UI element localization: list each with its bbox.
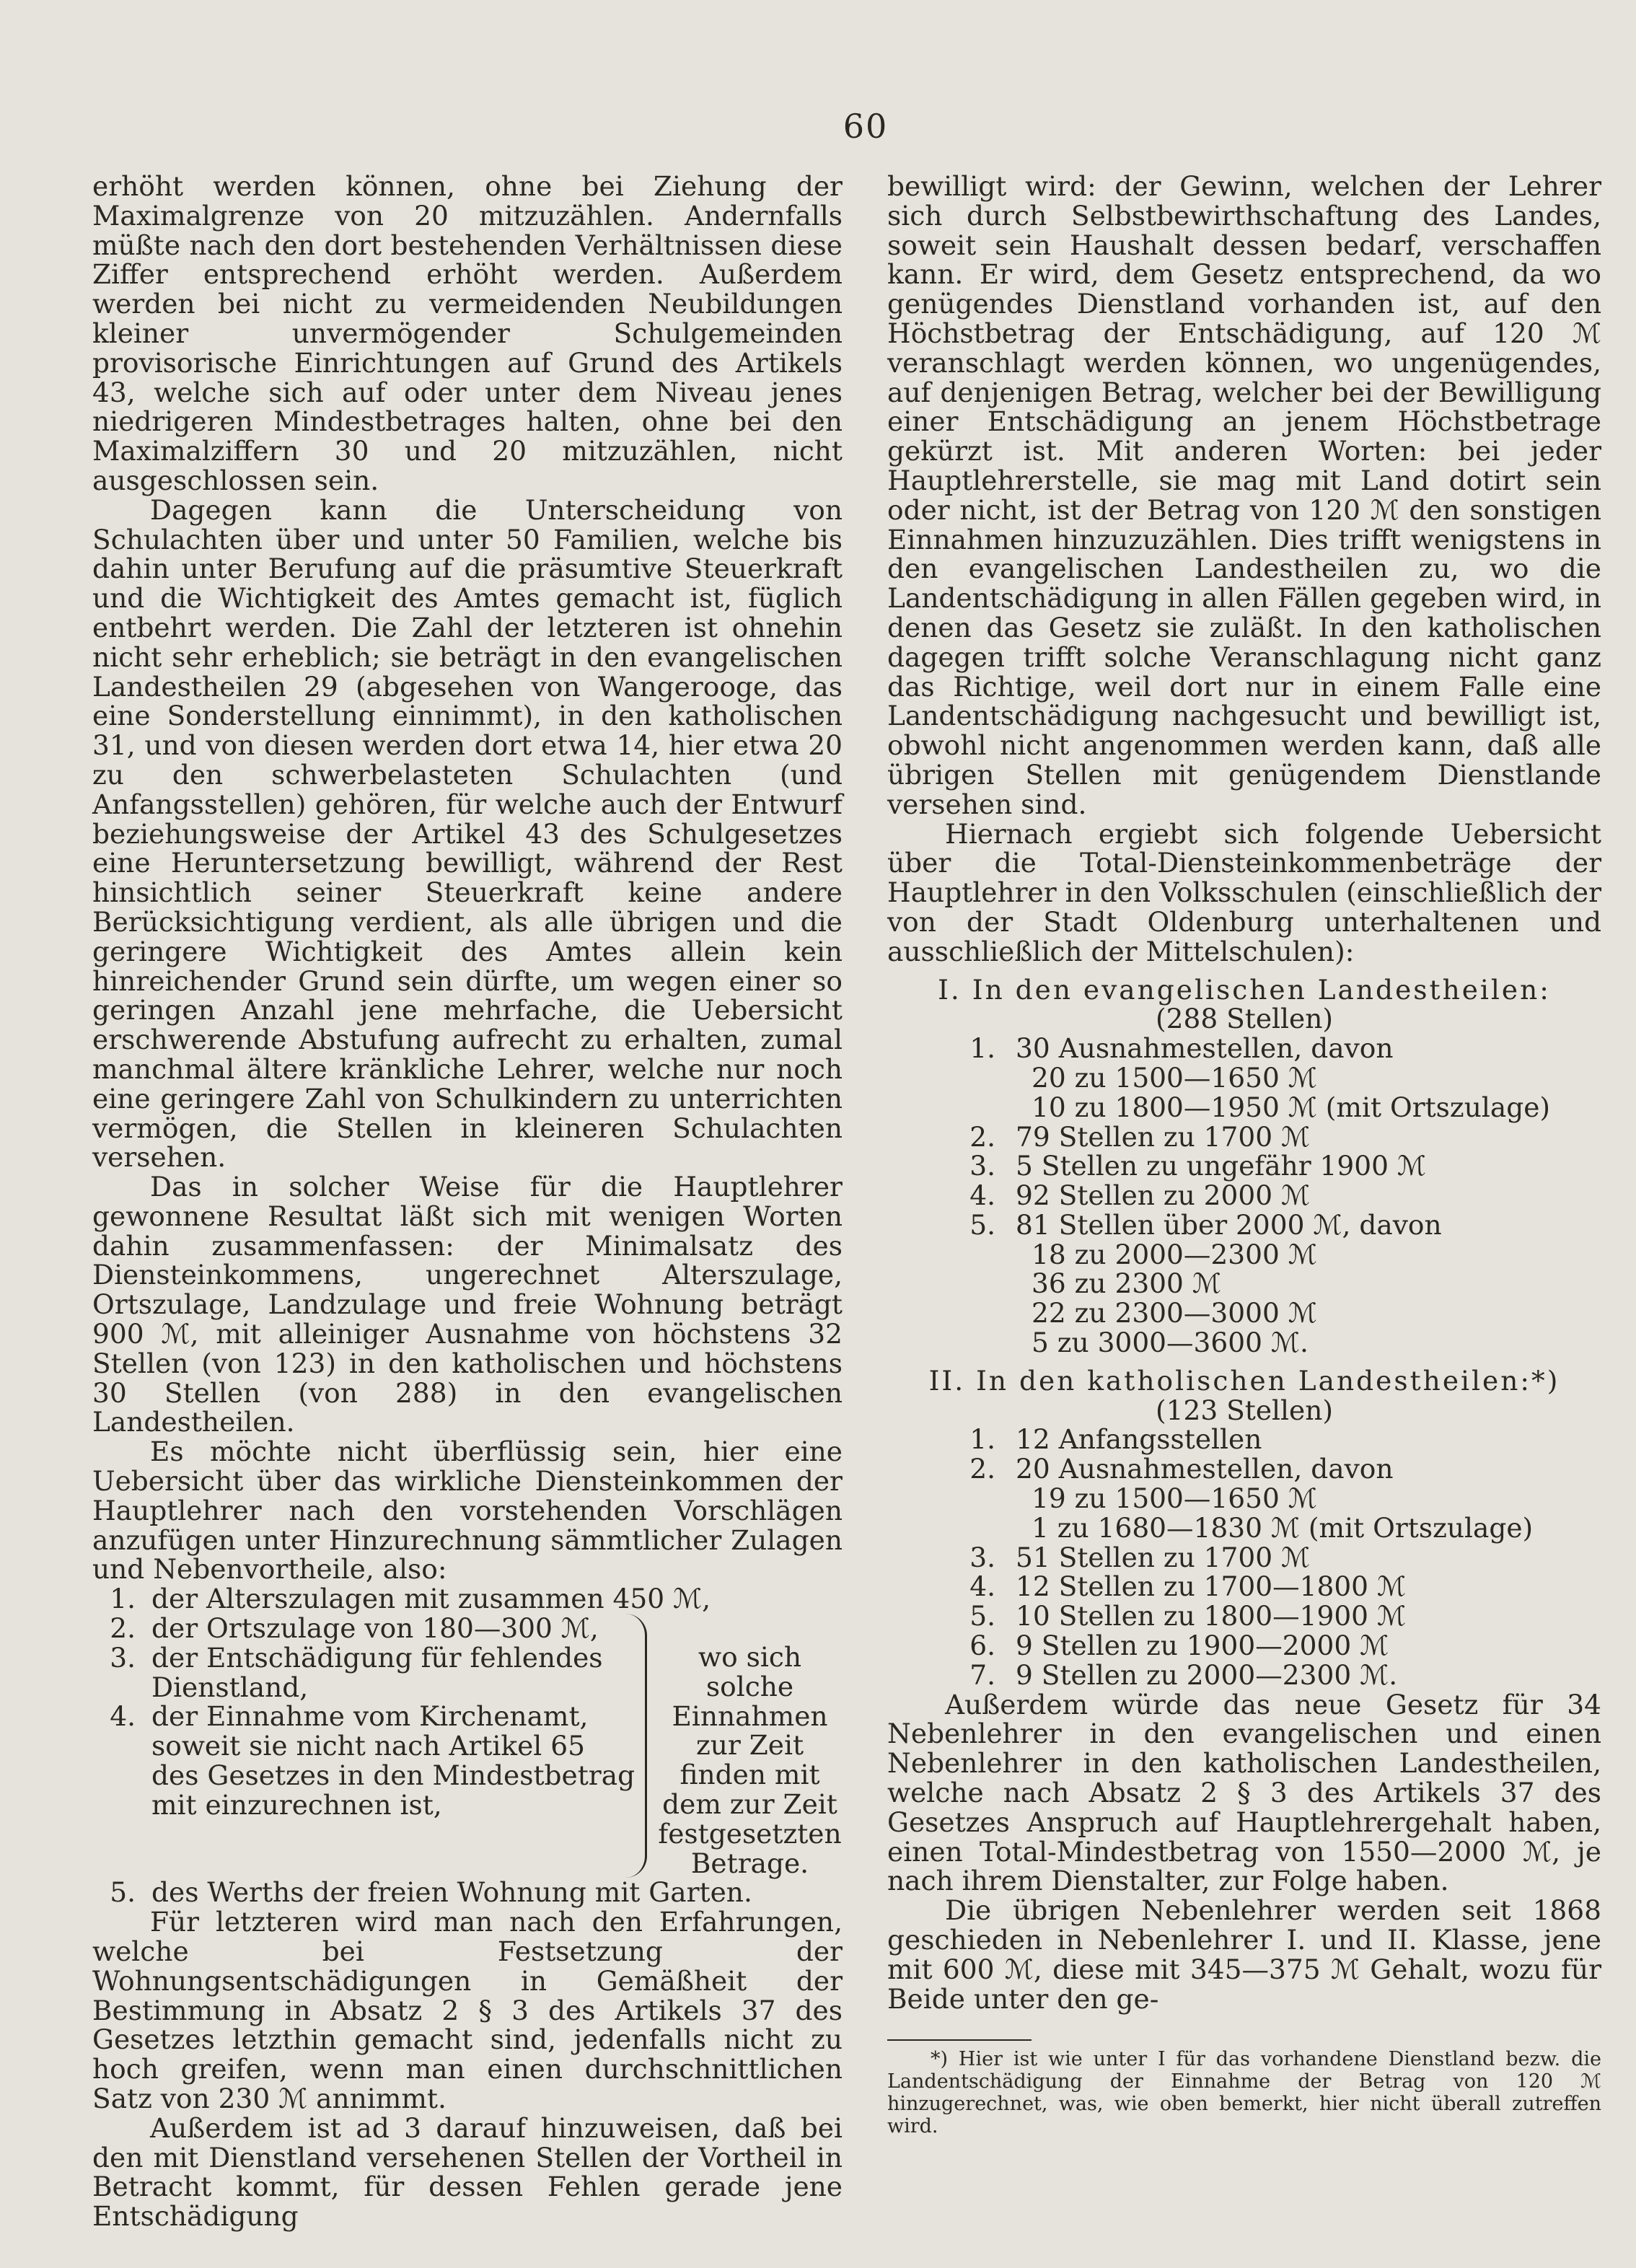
- row-number: 2.: [969, 1453, 995, 1485]
- paragraph: Außerdem ist ad 3 darauf hinzuweisen, daß bei den mit Dienstland versehenen Stellen der Vortheil in Betracht kommt, für dessen Fehlen gerade jene Entschädigung: [92, 2111, 843, 2233]
- list-number: 1.: [110, 1583, 136, 1615]
- row-text: 9 Stellen zu 2000—2300 ℳ.: [1016, 1658, 1398, 1691]
- row-text: 20 Ausnahmestellen, davon: [1016, 1453, 1394, 1485]
- section-heading: II. In den katholischen Landestheilen:*): [928, 1364, 1560, 1397]
- overview-subrow: 19 zu 1500—1650 ℳ: [1032, 1482, 1317, 1515]
- row-number: 6.: [969, 1630, 995, 1662]
- overview-row: [887, 1122, 1601, 1152]
- row-text: 92 Stellen zu 2000 ℳ: [1016, 1179, 1311, 1212]
- list-text: der Ortszulage von 180—300 ℳ,: [151, 1612, 599, 1645]
- row-text: 79 Stellen zu 1700 ℳ: [1016, 1120, 1311, 1153]
- income-list: [92, 1584, 843, 1907]
- list-text: der Entschädigung für fehlendes Dienstland,: [151, 1641, 603, 1703]
- row-text: 51 Stellen zu 1700 ℳ: [1016, 1541, 1311, 1573]
- right-column: [887, 172, 1601, 2137]
- paragraph: Dagegen kann die Unterscheidung von Schulachten über und unter 50 Familien, welche bis dahin unter Berufung auf die präsumtive Steuerkraft und die Wichtigkeit des Amtes gemacht ist, füglich entbehrt werden. Die Zahl der letzteren ist ohnehin nicht sehr erheblich; sie beträgt in den evangelischen Landestheilen 29 (abgesehen von Wangerooge, das eine Sonderstellung einnimmt), in den katholischen 31, und von diesen werden dort etwa 14, hier etwa 20 zu den schwerbelasteten Schulachten (und Anfangsstellen) gehören, für welche auch der Entwurf beziehungsweise der Artikel 43 des Schulgesetzes eine Heruntersetzung bewilligt, während der Rest hinsichtlich seiner Steuerkraft keine andere Berücksichtigung verdient, als alle übrigen und die geringere Wichtigkeit des Amtes allein kein hinreichender Grund sein dürfte, um wegen einer so geringen Anzahl jene mehrfache, die Uebersicht erschwerende Abstufung aufrecht zu erhalten, zumal manchmal ältere kränkliche Lehrer, welche nur noch eine geringere Zahl von Schulkindern zu unterrichten vermögen, die Stellen in kleineren Schulachten versehen.: [92, 493, 843, 1174]
- brace-group: [92, 1614, 843, 1878]
- list-number: 3.: [110, 1641, 136, 1674]
- paragraph: bewilligt wird: der Gewinn, welchen der Lehrer sich durch Selbstbewirthschaftung des Landes, soweit sein Haushalt dessen bedarf, verschaffen kann. Er wird, dem Gesetz entsprechend, da wo genügendes Dienstland vorhanden ist, auf den Höchstbetrag der Entschädigung, auf 120 ℳ veranschlagt werden können, wo ungenügendes, auf denjenigen Betrag, welcher bei der Bewilligung einer Entschädigung an jenem Höchstbetrage gekürzt ist. Mit anderen Worten: bei jeder Hauptlehrerstelle, sie mag mit Land dotirt sein oder nicht, ist der Betrag von 120 ℳ den sonstigen Einnahmen hinzuzuzählen. Dies trifft wenigstens in den evangelischen Landestheilen zu, wo die Landentschädigung in allen Fällen gegeben wird, in denen das Gesetz sie zuläßt. In den katholischen dagegen trifft solche Veranschlagung nicht ganz das Richtige, weil dort nur in einem Falle eine Landentschädigung nachgesucht und bewilligt ist, obwohl nicht angenommen werden kann, daß alle übrigen Stellen mit genügendem Dienstlande versehen sind.: [887, 170, 1601, 820]
- footnote: *) Hier ist wie unter I für das vorhandene Dienstland bezw. die Landentschädigung der Einnahme der Betrag von 120 ℳ hinzugerechnet, was, wie oben bemerkt, hier nicht überall zutreffen wird.: [887, 2048, 1601, 2138]
- overview-row: [887, 1572, 1601, 1601]
- list-number: 2.: [110, 1612, 136, 1645]
- row-number: 5.: [969, 1208, 995, 1241]
- overview-row: [887, 1425, 1601, 1454]
- row-text: 10 Stellen zu 1800—1900 ℳ: [1016, 1600, 1407, 1632]
- row-number: 4.: [969, 1570, 995, 1603]
- paragraph: Für letzteren wird man nach den Erfahrungen, welche bei Festsetzung der Wohnungsentschädigungen in Gemäßheit der Bestimmung in Absatz 2 § 3 des Artikels 37 des Gesetzes letzthin gemacht sind, jedenfalls nicht zu hoch greifen, wenn man einen durchschnittlichen Satz von 230 ℳ annimmt.: [92, 1906, 843, 2114]
- section-heading: I. In den evangelischen Landestheilen:: [938, 973, 1551, 1006]
- row-number: 2.: [969, 1120, 995, 1153]
- footnote-divider: [887, 2039, 1032, 2041]
- overview-subrow: 36 zu 2300 ℳ: [1032, 1267, 1221, 1300]
- paragraph: Die übrigen Nebenlehrer werden seit 1868 geschieden in Nebenlehrer I. und II. Klasse, jene mit 600 ℳ, diese mit 345—375 ℳ Gehalt, wozu für Beide unter den ge-: [887, 1894, 1601, 2015]
- row-text: 12 Stellen zu 1700—1800 ℳ: [1016, 1570, 1407, 1603]
- row-text: 5 Stellen zu ungefähr 1900 ℳ: [1016, 1150, 1427, 1182]
- row-number: 3.: [969, 1150, 995, 1182]
- paragraph: Außerdem würde das neue Gesetz für 34 Nebenlehrer in den evangelischen und einen Nebenlehrer in den katholischen Landestheilen, welche nach Absatz 2 § 3 des Artikels 37 des Gesetzes Anspruch auf Hauptlehrergehalt haben, einen Total-Mindestbetrag von 1550—2000 ℳ, je nach ihrem Dienstalter, zur Folge haben.: [887, 1688, 1601, 1897]
- row-number: 4.: [969, 1179, 995, 1212]
- list-item: [92, 1643, 641, 1702]
- paragraph: Es möchte nicht überflüssig sein, hier eine Uebersicht über das wirkliche Diensteinkommen der Hauptlehrer nach den vorstehenden Vorschlägen anzufügen unter Hinzurechnung sämmtlicher Zulagen und Nebenvortheile, also:: [92, 1436, 843, 1586]
- overview-row: [887, 1543, 1601, 1573]
- row-number: 1.: [969, 1423, 995, 1456]
- overview-subrow: 1 zu 1680—1830 ℳ (mit Ortszulage): [1032, 1511, 1534, 1544]
- list-item: [92, 1614, 641, 1643]
- paragraph: Das in solcher Weise für die Hauptlehrer gewonnene Resultat läßt sich mit wenigen Worten dahin zusammenfassen: der Minimalsatz des Diensteinkommens, ungerechnet Alterszulage, Ortszulage, Landzulage und freie Wohnung beträgt 900 ℳ, mit alleiniger Ausnahme von höchstens 32 Stellen (von 123) in den katholischen und höchstens 30 Stellen (von 288) in den evangelischen Landestheilen.: [92, 1171, 843, 1438]
- row-text: 30 Ausnahmestellen, davon: [1016, 1032, 1394, 1065]
- list-text: der Alterszulagen mit zusammen 450 ℳ,: [151, 1583, 711, 1615]
- row-number: 1.: [969, 1032, 995, 1065]
- section-subheading: (123 Stellen): [1155, 1394, 1334, 1426]
- paragraph: erhöht werden können, ohne bei Ziehung der Maximalgrenze von 20 mitzuzählen. Andernfalls müßte nach den dort bestehenden Verhältnissen diese Ziffer entsprechend erhöht werden. Außerdem werden bei nicht zu vermeidenden Neubildungen kleiner unvermögender Schulgemeinden provisorische Einrichtungen auf Grund des Artikels 43, welche sich auf oder unter dem Niveau jenes niedrigeren Mindestbetrages halten, ohne bei den Maximalziffern 30 und 20 mitzuzählen, nicht ausgeschlossen sein.: [92, 170, 843, 496]
- overview-subrow: 22 zu 2300—3000 ℳ: [1032, 1297, 1317, 1329]
- overview-subrow: 5 zu 3000—3600 ℳ.: [1032, 1327, 1309, 1359]
- list-number: 4.: [110, 1700, 136, 1733]
- brace-note: wo sich solche Einnahmen zur Zeit finden mit dem zur Zeit festgesetzten Betrage.: [658, 1641, 842, 1879]
- list-text: des Werths der freien Wohnung mit Garten.: [151, 1876, 752, 1909]
- overview-row: [887, 1210, 1601, 1240]
- row-text: 81 Stellen über 2000 ℳ, davon: [1016, 1208, 1442, 1241]
- row-number: 5.: [969, 1600, 995, 1632]
- list-text: der Einnahme vom Kirchenamt, soweit sie nicht nach Artikel 65 des Gesetzes in den Mindestbetrag mit einzurechnen ist,: [151, 1700, 636, 1821]
- overview-subrow: 18 zu 2000—2300 ℳ: [1032, 1238, 1317, 1270]
- row-text: 9 Stellen zu 1900—2000 ℳ: [1016, 1630, 1389, 1662]
- overview-subrow: 10 zu 1800—1950 ℳ (mit Ortszulage): [1032, 1091, 1551, 1123]
- paragraph: Hiernach ergiebt sich folgende Uebersicht über die Total-Diensteinkommenbeträge der Hauptlehrer in den Volksschulen (einschließlich der von der Stadt Oldenburg unterhaltenen und ausschließlich der Mittelschulen):: [887, 817, 1601, 967]
- list-number: 5.: [110, 1876, 136, 1909]
- section-subheading: (288 Stellen): [1155, 1003, 1334, 1035]
- overview-row: [887, 1631, 1601, 1661]
- brace-items: [92, 1614, 647, 1878]
- overview-row: [887, 1181, 1601, 1210]
- list-item: [92, 1702, 641, 1819]
- overview-row: [887, 1151, 1601, 1181]
- row-text: 12 Anfangsstellen: [1016, 1423, 1262, 1456]
- overview-section-2: [887, 1366, 1601, 1690]
- overview-row: [887, 1034, 1601, 1063]
- row-number: 3.: [969, 1541, 995, 1573]
- list-item: [92, 1584, 843, 1614]
- page-number: 60: [843, 107, 889, 146]
- overview-row: [887, 1601, 1601, 1631]
- overview-subrow: 20 zu 1500—1650 ℳ: [1032, 1061, 1317, 1094]
- overview-section-1: [887, 975, 1601, 1358]
- row-number: 7.: [969, 1658, 995, 1691]
- list-item: [92, 1878, 843, 1907]
- left-column: [92, 172, 843, 2231]
- overview-row: [887, 1658, 1601, 1691]
- overview-row: [887, 1454, 1601, 1484]
